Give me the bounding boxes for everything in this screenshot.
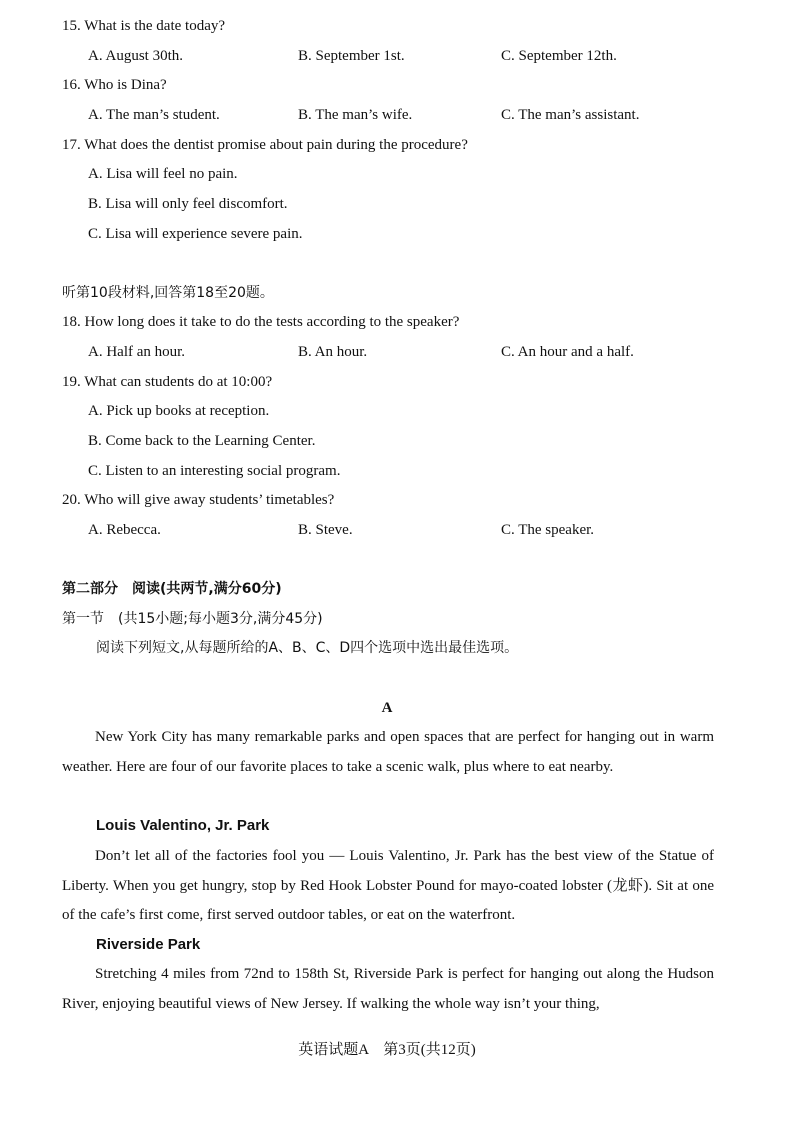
question-16: 16. Who is Dina?: [62, 77, 167, 93]
passage-intro-text: New York City has many remarkable parks and open spaces that are perfect for hanging out in warm weather. Here are four of our favorite places to take a scenic walk, plus where to eat nearby.: [62, 729, 714, 775]
q16-option-c: C. The man’s assistant.: [501, 107, 640, 123]
question-15: 15. What is the date today?: [62, 18, 226, 34]
question-18: 18. How long does it take to do the tests according to the speaker?: [62, 314, 460, 330]
q17-option-b: B. Lisa will only feel discomfort.: [88, 196, 288, 212]
section-one-heading: 第一节 (共15小题;每小题3分,满分45分): [62, 611, 323, 627]
q18-option-a: A. Half an hour.: [88, 344, 186, 360]
q19-option-a: A. Pick up books at reception.: [88, 403, 270, 419]
q20-option-c: C. The speaker.: [501, 522, 595, 538]
q15-option-c: C. September 12th.: [501, 48, 617, 64]
q18-option-b: B. An hour.: [298, 344, 368, 360]
park-1-title: Louis Valentino, Jr. Park: [96, 817, 270, 834]
q15-option-b: B. September 1st.: [298, 48, 405, 64]
park-1-text: Don’t let all of the factories fool you — Louis Valentino, Jr. Park has the best view of the Statue of Liberty. When you get hungry, stop by Red Hook Lobster Pound for mayo-coated lobster (龙虾). Sit at one of the cafe’s first come, first served outdoor tables, or eat on the waterfront.: [62, 848, 714, 923]
question-17: 17. What does the dentist promise about pain during the procedure?: [62, 137, 468, 153]
q17-option-c: C. Lisa will experience severe pain.: [88, 226, 303, 242]
q19-option-b: B. Come back to the Learning Center.: [88, 433, 316, 449]
park-2-text: Stretching 4 miles from 72nd to 158th St, Riverside Park is perfect for hanging out along the Hudson River, enjoying beautiful views of New Jersey. If walking the whole way isn’t your thing,: [62, 966, 714, 1012]
passage-intro: [62, 723, 714, 782]
park-2-paragraph: [62, 960, 714, 1019]
listening-instruction: 听第10段材料,回答第18至20题。: [62, 285, 274, 301]
passage-label: A: [381, 700, 393, 716]
q20-option-a: A. Rebecca.: [88, 522, 161, 538]
reading-direction: 阅读下列短文,从每题所给的A、B、C、D四个选项中选出最佳选项。: [96, 640, 519, 656]
q19-option-c: C. Listen to an interesting social program.: [88, 463, 341, 479]
page-footer: 英语试题A 第3页(共12页): [298, 1042, 476, 1058]
q20-option-b: B. Steve.: [298, 522, 353, 538]
part-two-heading: 第二部分 阅读(共两节,满分60分): [62, 581, 282, 597]
q16-option-a: A. The man’s student.: [88, 107, 220, 123]
q16-option-b: B. The man’s wife.: [298, 107, 413, 123]
q18-option-c: C. An hour and a half.: [501, 344, 634, 360]
question-19: 19. What can students do at 10:00?: [62, 374, 273, 390]
q17-option-a: A. Lisa will feel no pain.: [88, 166, 238, 182]
q15-option-a: A. August 30th.: [88, 48, 184, 64]
question-20: 20. Who will give away students’ timetables?: [62, 492, 335, 508]
park-1-paragraph: [62, 842, 714, 931]
park-2-title: Riverside Park: [96, 936, 201, 953]
